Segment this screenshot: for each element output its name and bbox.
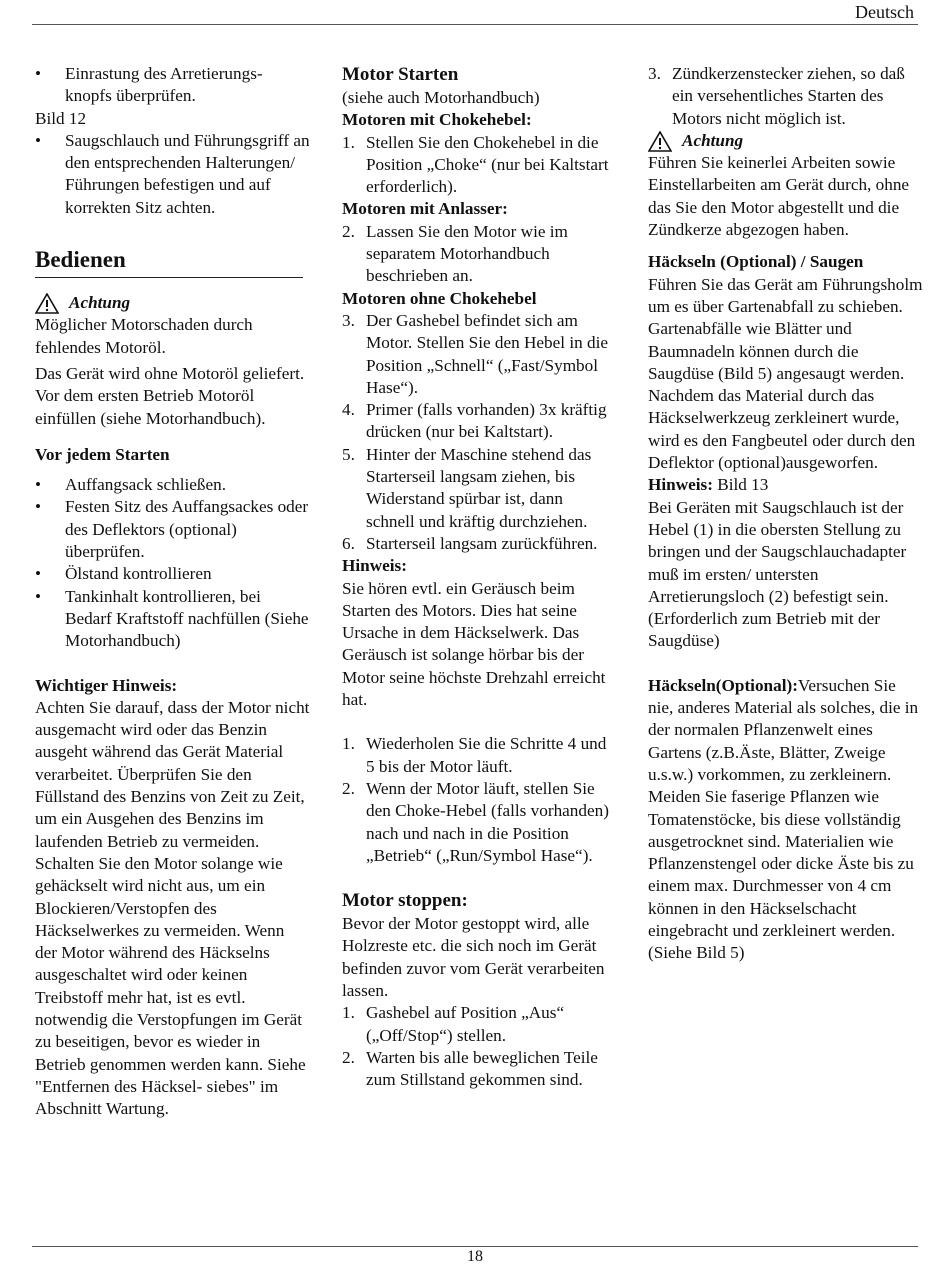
inline-heading: Häckseln(Optional): — [648, 675, 798, 695]
list-item-text: Einrastung des Arretierungs- knopfs überprüfen. — [65, 64, 263, 106]
paragraph-text: Versuchen Sie nie, anderes Material als solches, die in der normalen Pflanzenwelt eines Gartens (z.B.Äste, Blätter, Zweige u.s.w.) vorkommen, zu zerkleinern. Meiden Sie faserige Pflanzen wie Tomatenstöcke, bis diese vollständig ausgetrocknet sind. Materialien wie Pflanzenstengel oder dicke Äste bis zu einem max. Durchmesser von 4 cm können in den Häckselschacht eingebracht und zerkleinert werden. (Siehe Bild 5) — [648, 675, 919, 963]
note-label: Hinweis: — [648, 475, 713, 495]
list-item — [35, 63, 310, 108]
figure-reference: Bild 12 — [35, 108, 87, 128]
list-item-text: Lassen Sie den Motor wie im separatem Motorhandbuch beschrieben an. — [366, 221, 568, 286]
header-language: Deutsch — [855, 2, 914, 22]
subheading: Vor jedem Starten — [35, 444, 170, 464]
bullet-icon: • — [35, 497, 42, 517]
list-item — [342, 132, 610, 199]
bullet-icon: • — [35, 64, 42, 83]
bullet-icon: • — [35, 475, 42, 495]
subheading: Hinweis: — [342, 556, 407, 576]
list-item — [35, 586, 310, 653]
section-heading: Motor stoppen: — [342, 890, 468, 912]
list-item — [35, 563, 310, 585]
list-item — [342, 1002, 610, 1047]
warning-heading — [35, 292, 310, 314]
list-item — [342, 533, 610, 555]
list-item-text: Festen Sitz des Auffangsackes oder des Deflektors (optional) überprüfen. — [65, 497, 309, 562]
list-item — [342, 444, 610, 533]
list-item-text: Primer (falls vorhanden) 3x kräftig drücken (nur bei Kaltstart). — [366, 400, 607, 442]
list-number: 2. — [342, 778, 355, 798]
list-item-text: Der Gashebel befindet sich am Motor. Stellen Sie den Hebel in die Position „Schnell“ („Fast/Symbol Hase“). — [366, 310, 609, 397]
warning-text: Führen Sie keinerlei Arbeiten sowie Einstellarbeiten am Gerät durch, ohne das Sie den Motor abgestellt und die Zündkerze abgezogen haben. — [648, 153, 910, 240]
list-item — [342, 399, 610, 444]
list-number: 1. — [342, 1003, 355, 1023]
section-heading: Motor Starten — [342, 64, 459, 85]
list-item-text: Ölstand kontrollieren — [65, 564, 212, 584]
subheading: Motoren mit Anlasser: — [342, 199, 508, 219]
section-heading: Bedienen — [35, 247, 303, 278]
list-number: 3. — [342, 310, 355, 330]
bullet-icon: • — [35, 586, 42, 606]
subheading: Motoren ohne Chokehebel — [342, 288, 537, 308]
list-item-text: Hinter der Maschine stehend das Starterseil langsam ziehen, bis Widerstand spürbar ist, dann schnell und kräftig durchziehen. — [366, 444, 592, 531]
list-number: 6. — [342, 533, 355, 553]
list-item-text: Saugschlauch und Führungsgriff an den entsprechenden Halterungen/ Führungen befestigen und auf korrekten Sitz achten. — [65, 130, 310, 217]
list-number: 4. — [342, 400, 355, 420]
list-item — [35, 496, 310, 563]
list-item-text: Starterseil langsam zurückführen. — [366, 533, 598, 553]
figure-reference: Bild 13 — [712, 475, 769, 495]
list-number: 5. — [342, 444, 355, 464]
bullet-icon: • — [35, 564, 42, 584]
list-item-text: Wenn der Motor läuft, stellen Sie den Choke-Hebel (falls vorhanden) nach und nach in die Position „Betrieb“ („Run/Symbol Hase“). — [366, 778, 609, 865]
list-item — [342, 310, 610, 399]
paragraph: Bei Geräten mit Saugschlauch ist der Hebel (1) in die obersten Stellung zu bringen und der Saugschlauchadapter muß im ersten/ untersten Arretierungsloch (2) befestigt sein. (Erforderlich zum Betrieb mit der Saugdüse) — [648, 497, 907, 651]
column-left — [35, 63, 310, 1120]
paragraph: Führen Sie das Gerät am Führungsholm um es über Gartenabfall zu schieben. Gartenabfälle wie Blätter und Baumnadeln können durch die Saugdüse (Bild 5) angesaugt werden. Nachdem das Material durch das Häckselwerkzeug zerkleinert wurde, wird es den Fangbeutel oder durch den Deflektor (optional)ausgeworfen. — [648, 274, 923, 473]
list-item — [342, 1047, 610, 1092]
list-number: 2. — [342, 1047, 355, 1067]
paragraph — [648, 675, 923, 965]
paragraph: Achten Sie darauf, dass der Motor nicht ausgemacht wird oder das Benzin ausgeht während das Gerät Material verarbeitet. Überprüfen Sie den Füllstand des Benzins von Zeit zu Zeit, um ein Ausgehen des Benzins im laufenden Betrieb zu vermeiden. Schalten Sie den Motor solange wie gehäckselt wird nicht aus, um ein Blockieren/Verstopfen des Häckselwerkes zu vermeiden. Wenn der Motor während des Häckselns ausgeschaltet wird oder keinen Treibstoff mehr hat, ist es evtl. notwendig die Verstopfungen im Gerät zu beseitigen, bevor es wieder in Betrieb genommen werden kann. Siehe "Entfernen des Häcksel- siebes" im Abschnitt Wartung. — [35, 697, 310, 1119]
list-item-text: Gashebel auf Position „Aus“ („Off/Stop“) stellen. — [366, 1003, 565, 1045]
warning-triangle-icon — [648, 131, 672, 152]
list-item-text: Auffangsack schließen. — [65, 475, 226, 495]
paragraph: Bevor der Motor gestoppt wird, alle Holzreste etc. die sich noch im Gerät befinden zuvor vom Gerät verarbeiten lassen. — [342, 914, 605, 1000]
list-item — [342, 733, 610, 778]
page-footer — [32, 1246, 918, 1265]
subheading: Motoren mit Chokehebel: — [342, 110, 532, 130]
warning-text: Möglicher Motorschaden durch fehlendes Motoröl. — [35, 315, 253, 357]
paragraph — [648, 474, 923, 496]
list-number: 1. — [342, 734, 355, 754]
column-right — [648, 63, 923, 965]
page-number: 18 — [467, 1248, 483, 1265]
warning-label: Achtung — [682, 130, 744, 150]
warning-triangle-icon — [35, 293, 59, 314]
list-item — [648, 63, 923, 130]
list-number: 1. — [342, 132, 355, 152]
bullet-icon: • — [35, 130, 42, 150]
list-item-text: Tankinhalt kontrollieren, bei Bedarf Kraftstoff nachfüllen (Siehe Motorhandbuch) — [65, 586, 309, 651]
list-item — [342, 778, 610, 867]
paragraph: Das Gerät wird ohne Motoröl geliefert. Vor dem ersten Betrieb Motoröl einfüllen (siehe Motorhandbuch). — [35, 363, 305, 428]
subheading: Wichtiger Hinweis: — [35, 675, 178, 695]
list-number: 2. — [342, 221, 355, 241]
list-item-text: Zündkerzenstecker ziehen, so daß ein versehentliches Starten des Motors nicht möglich ist. — [672, 64, 905, 128]
subheading: Häckseln (Optional) / Saugen — [648, 252, 864, 272]
list-item-text: Stellen Sie den Chokehebel in die Position „Choke“ (nur bei Kaltstart erforderlich). — [366, 132, 609, 197]
paragraph: (siehe auch Motorhandbuch) — [342, 88, 540, 107]
checklist — [35, 474, 310, 652]
list-item-text: Warten bis alle beweglichen Teile zum Stillstand gekommen sind. — [366, 1047, 598, 1090]
list-item-text: Wiederholen Sie die Schritte 4 und 5 bis der Motor läuft. — [366, 734, 607, 776]
warning-label: Achtung — [69, 293, 131, 313]
list-item — [35, 130, 310, 219]
column-middle — [342, 63, 610, 1091]
page-header — [32, 0, 918, 25]
list-item — [342, 221, 610, 288]
warning-heading — [648, 130, 923, 152]
numbered-list — [342, 733, 610, 867]
list-number: 3. — [648, 64, 661, 83]
paragraph: Sie hören evtl. ein Geräusch beim Starten des Motors. Dies hat seine Ursache in dem Häckselwerk. Das Geräusch ist solange hörbar bis der Motor seine höchste Drehzahl erreicht hat. — [342, 578, 606, 710]
list-item — [35, 474, 310, 496]
